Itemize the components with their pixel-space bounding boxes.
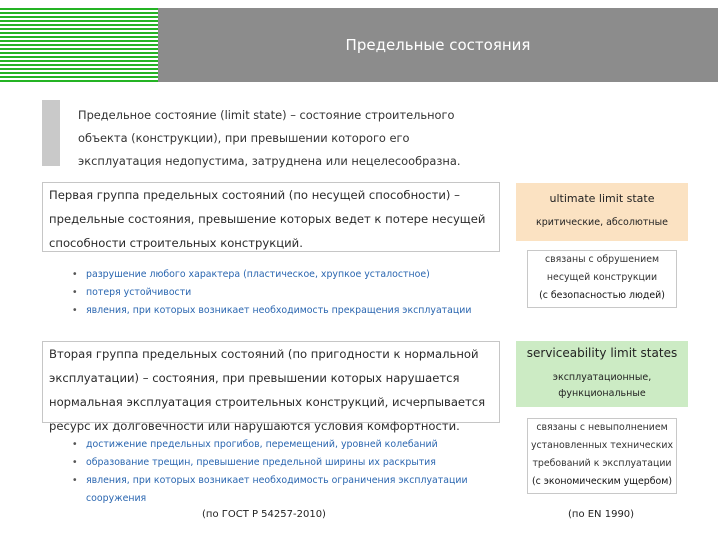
- ultimate-limit-state-box: [516, 183, 688, 241]
- group1-line: способности строительных конструкций.: [49, 236, 303, 250]
- source-gost: (по ГОСТ Р 54257-2010): [202, 509, 326, 520]
- ultimate-note-line: несущей конструкции: [546, 272, 658, 283]
- serviceability-note-box: [527, 418, 677, 494]
- group2-line: Вторая группа предельных состояний (по пригодности к нормальной: [49, 347, 479, 361]
- source-en: (по EN 1990): [568, 509, 635, 520]
- ultimate-term-label: ultimate limit state: [549, 192, 655, 205]
- list-item: • разрушение любого характера (пластическое, хрупкое усталостное): [72, 266, 502, 284]
- serviceability-note-line: установленных технических: [530, 440, 673, 451]
- group2-line: эксплуатации) – состояния, при превышении которых нарушается: [49, 371, 460, 385]
- group2-line: ресурс их долговечности или нарушаются условия комфортности.: [49, 419, 460, 433]
- serviceability-note-emphasis: (с экономическим ущербом): [532, 476, 672, 487]
- serviceability-limit-state-box: [516, 341, 688, 407]
- page-title: Предельные состояния: [345, 36, 531, 54]
- list-item: • потеря устойчивости: [72, 284, 502, 302]
- serviceability-term-sub: [516, 370, 688, 402]
- definition-text: [78, 104, 478, 173]
- group1-bullet-list: [72, 266, 502, 320]
- serviceability-term-label: serviceability limit states: [526, 346, 678, 360]
- serviceability-sub-line: функциональные: [558, 388, 646, 399]
- group2-line: нормальная эксплуатация строительных конструкций, исчерпывается: [49, 395, 486, 409]
- serviceability-sub-line: эксплуатационные,: [552, 372, 652, 383]
- list-item: • образование трещин, превышение предельной ширины их раскрытия: [72, 454, 502, 472]
- group1-definition-box: [42, 182, 500, 252]
- serviceability-note-line: связаны с невыполнением: [536, 422, 668, 433]
- definition-line: объекта (конструкции), при превышении которого его: [78, 131, 410, 145]
- ultimate-term-sub: критические, абсолютные: [535, 217, 668, 228]
- group1-line: предельные состояния, превышение которых ведет к потере несущей: [49, 212, 486, 226]
- definition-accent-bar: [42, 100, 60, 166]
- definition-line: эксплуатация недопустима, затруднена или нецелесообразна.: [78, 154, 461, 168]
- group1-line: Первая группа предельных состояний (по несущей способности) –: [49, 188, 460, 202]
- ultimate-note-emphasis: (с безопасностью людей): [539, 290, 665, 301]
- ultimate-note-line: связаны с обрушением: [544, 254, 660, 265]
- group2-definition-box: [42, 341, 500, 433]
- definition-line: Предельное состояние (limit state) – состояние строительного: [78, 108, 455, 122]
- list-item: • явления, при которых возникает необходимость ограничения эксплуатации сооружения: [72, 472, 502, 508]
- group2-bullet-list: [72, 436, 502, 508]
- serviceability-note-line: требований к эксплуатации: [532, 458, 672, 469]
- decorative-stripes: [0, 8, 158, 82]
- list-item: • достижение предельных прогибов, перемещений, уровней колебаний: [72, 436, 502, 454]
- list-item: • явления, при которых возникает необходимость прекращения эксплуатации: [72, 302, 502, 320]
- ultimate-note-box: [527, 250, 677, 308]
- page-title-bar: [158, 8, 718, 82]
